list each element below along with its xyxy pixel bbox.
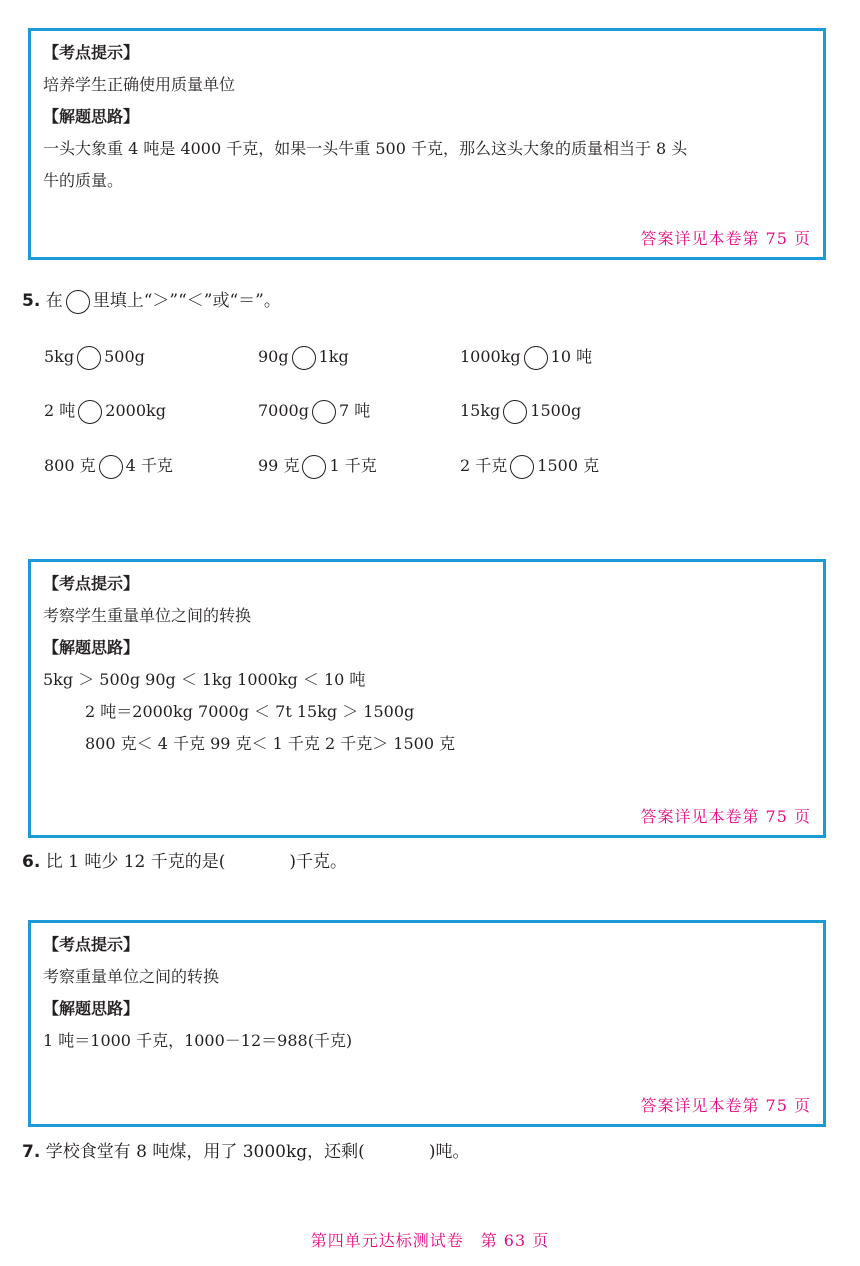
compare-left: 800 克 [44,456,96,475]
point-heading: 【考点提示】 [43,574,140,593]
answer-circle[interactable] [99,455,123,479]
compare-right: 7 吨 [338,401,371,420]
idea-line: 1 吨＝1000 千克，1000－12＝988(千克) [43,1031,353,1050]
point-text: 考察重量单位之间的转换 [43,967,220,986]
point-text: 培养学生正确使用质量单位 [43,75,236,94]
compare-item [258,453,377,479]
compare-item [460,344,592,370]
answer-reference: 答案详见本卷第 75 页 [640,807,811,826]
compare-left: 2 千克 [460,456,508,475]
hint-box-3 [28,920,826,1127]
answer-circle [66,290,90,314]
point-heading: 【考点提示】 [43,43,140,62]
answer-reference: 答案详见本卷第 75 页 [640,229,811,248]
page-footer: 第四单元达标测试卷 第 63 页 [310,1231,550,1250]
compare-right: 10 吨 [550,347,593,366]
answer-circle[interactable] [77,346,101,370]
idea-line: 800 克＜ 4 千克 99 克＜ 1 千克 2 千克＞ 1500 克 [85,734,456,753]
answer-circle[interactable] [510,455,534,479]
question-7 [22,1140,469,1164]
question-text: )吨。 [428,1142,470,1162]
compare-right: 1500 克 [537,456,600,475]
idea-heading: 【解题思路】 [43,638,140,657]
answer-circle[interactable] [292,346,316,370]
idea-heading: 【解题思路】 [43,107,140,126]
answer-reference: 答案详见本卷第 75 页 [640,1096,811,1115]
answer-circle[interactable] [503,400,527,424]
compare-left: 1000kg [460,347,521,366]
compare-right: 4 千克 [125,456,173,475]
compare-right: 500g [104,347,145,366]
compare-left: 7000g [258,401,309,420]
question-5 [22,289,281,314]
idea-line: 2 吨＝2000kg 7000g ＜ 7t 15kg ＞ 1500g [85,702,415,721]
hint-box-2 [28,559,826,838]
question-number: 7. [22,1142,41,1162]
answer-circle[interactable] [302,455,326,479]
compare-left: 90g [258,347,289,366]
idea-line: 牛的质量。 [43,171,124,190]
compare-right: 2000kg [105,401,166,420]
compare-right: 1kg [318,347,349,366]
answer-circle[interactable] [524,346,548,370]
question-6 [22,850,347,874]
point-heading: 【考点提示】 [43,935,140,954]
hint-box-1 [28,28,826,260]
compare-item [44,344,145,370]
compare-item [44,453,173,479]
compare-right: 1500g [530,401,582,420]
question-text: 比 1 吨少 12 千克的是( [45,852,226,872]
answer-circle[interactable] [78,400,102,424]
point-text: 考察学生重量单位之间的转换 [43,606,252,625]
compare-item [460,453,599,479]
answer-circle[interactable] [312,400,336,424]
question-number: 5. [22,291,41,311]
compare-right: 1 千克 [329,456,377,475]
idea-line: 一头大象重 4 吨是 4000 千克，如果一头牛重 500 千克，那么这头大象的质量相当于 8 头 [43,139,688,158]
question-text: 在 [45,291,63,311]
compare-left: 2 吨 [44,401,76,420]
compare-left: 99 克 [258,456,300,475]
question-text: 学校食堂有 8 吨煤，用了 3000kg，还剩( [45,1142,365,1162]
question-number: 6. [22,852,41,872]
compare-item [460,398,581,424]
compare-item [258,398,370,424]
question-text: )千克。 [289,852,348,872]
compare-left: 5kg [44,347,75,366]
idea-heading: 【解题思路】 [43,999,140,1018]
compare-item [44,398,166,424]
question-text: 里填上“＞”“＜”或“＝”。 [92,291,281,311]
idea-line: 5kg ＞ 500g 90g ＜ 1kg 1000kg ＜ 10 吨 [43,670,366,689]
compare-item [258,344,349,370]
compare-left: 15kg [460,401,501,420]
